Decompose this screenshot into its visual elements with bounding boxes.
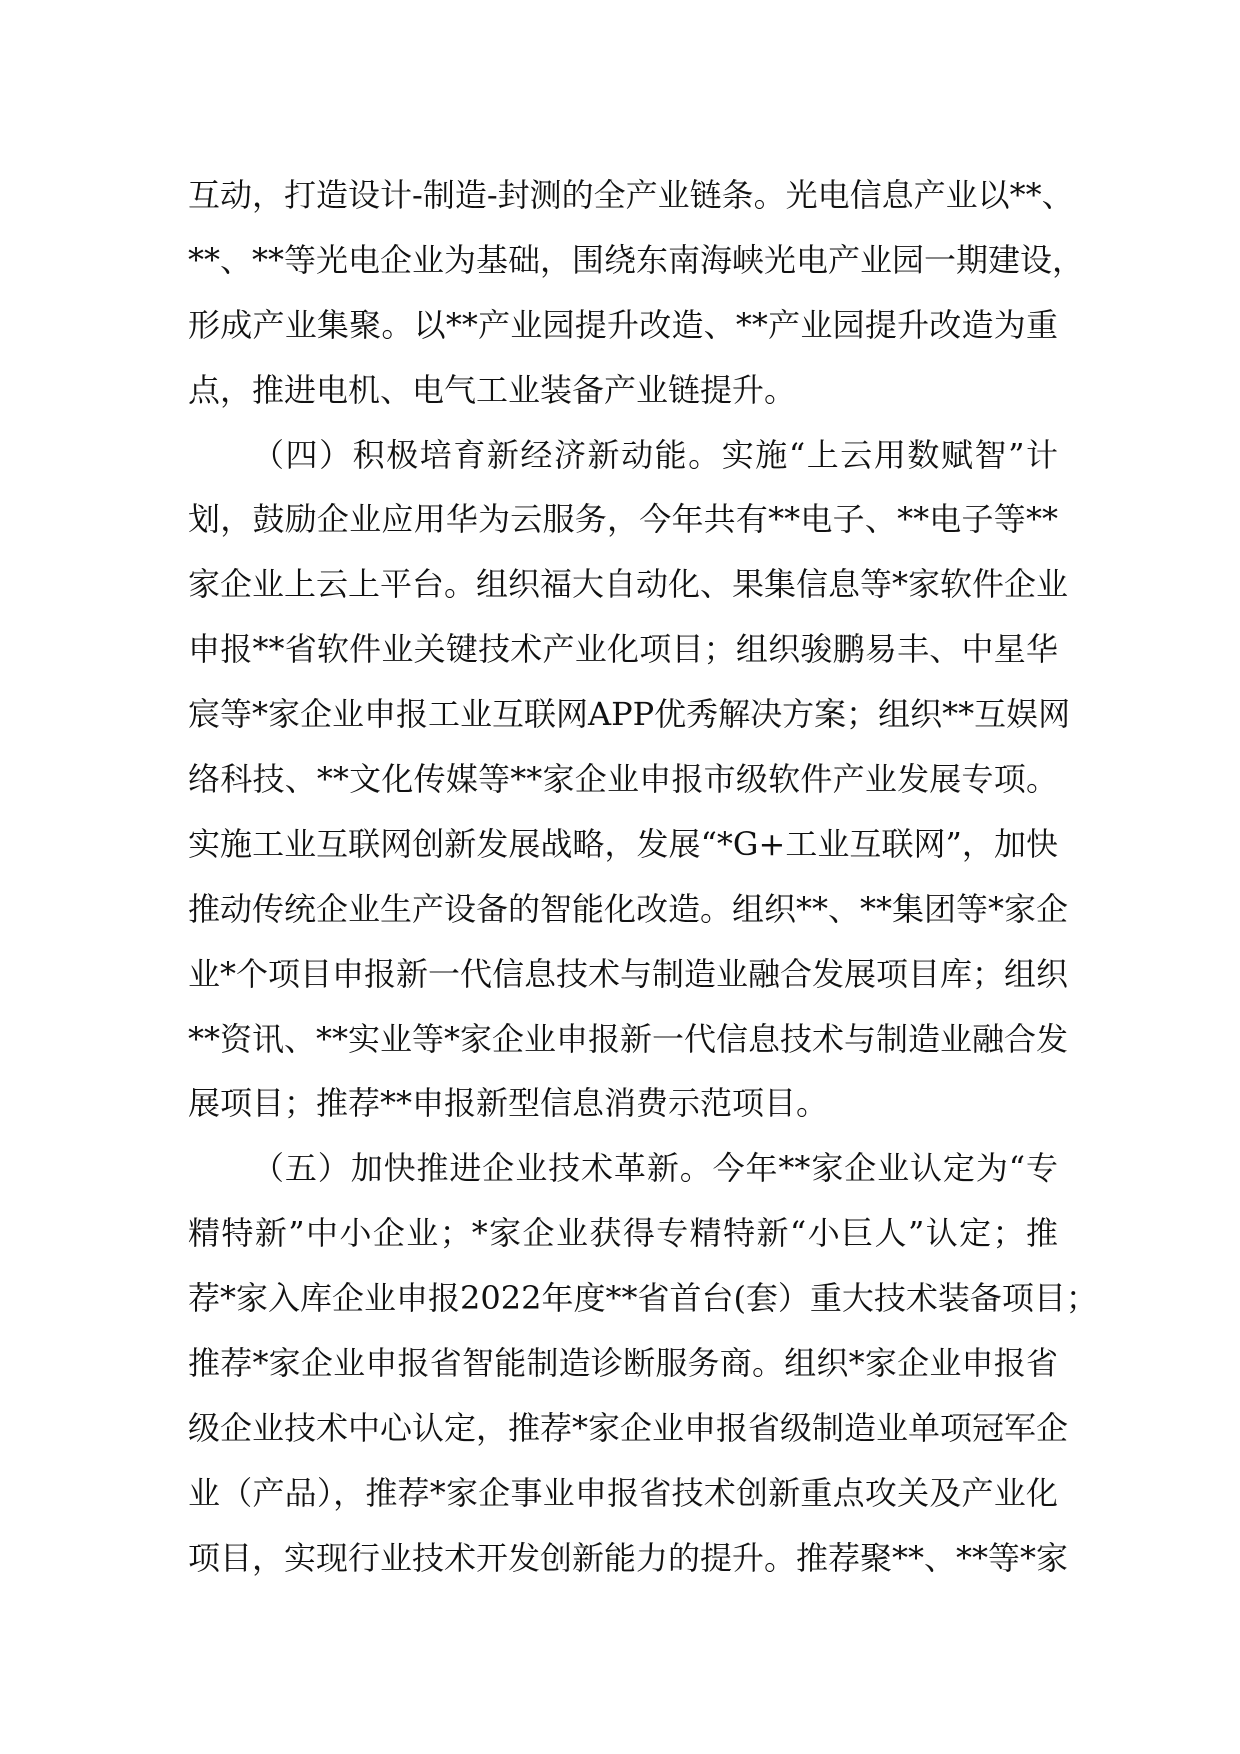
text-line: 络科技、**文化传媒等**家企业申报市级软件产业发展专项。 bbox=[188, 760, 1058, 799]
text-line: 级企业技术中心认定，推荐*家企业申报省级制造业单项冠军企 bbox=[188, 1408, 1069, 1447]
text-line: 宸等*家企业申报工业互联网APP优秀解决方案；组织**互娱网 bbox=[188, 695, 1071, 734]
body-text bbox=[188, 163, 1098, 1591]
text-line: 推荐*家企业申报省智能制造诊断服务商。组织*家企业申报省 bbox=[188, 1344, 1058, 1383]
text-line: 申报**省软件业关键技术产业化项目；组织骏鹏易丰、中星华 bbox=[188, 630, 1058, 669]
text-line: 业（产品），推荐*家企事业申报省技术创新重点攻关及产业化 bbox=[188, 1473, 1058, 1512]
text-line: 实施工业互联网创新发展战略，发展“*G+工业互联网”，加快 bbox=[188, 824, 1058, 863]
text-line: 项目，实现行业技术开发创新能力的提升。推荐聚**、**等*家 bbox=[188, 1538, 1069, 1577]
text-line: 业*个项目申报新一代信息技术与制造业融合发展项目库；组织 bbox=[188, 954, 1069, 993]
text-line: 形成产业集聚。以**产业园提升改造、**产业园提升改造为重 bbox=[188, 305, 1058, 344]
text-line: 荐*家入库企业申报2022年度**省首台(套）重大技术装备项目； bbox=[188, 1279, 1098, 1318]
text-line: **资讯、**实业等*家企业申报新一代信息技术与制造业融合发 bbox=[188, 1019, 1069, 1058]
text-line: **、**等光电企业为基础，围绕东南海峡光电产业园一期建设， bbox=[188, 240, 1085, 279]
text-line: 展项目；推荐**申报新型信息消费示范项目。 bbox=[188, 1084, 829, 1123]
text-line: 划，鼓励企业应用华为云服务，今年共有**电子、**电子等** bbox=[188, 500, 1058, 539]
section-heading-line: （五）加快推进企业技术革新。今年**家企业认定为“专 bbox=[252, 1149, 1058, 1188]
text-line: 推动传统企业生产设备的智能化改造。组织**、**集团等*家企 bbox=[188, 889, 1069, 928]
section-heading-line: （四）积极培育新经济新动能。实施“上云用数赋智”计 bbox=[252, 435, 1058, 474]
text-line: 家企业上云上平台。组织福大自动化、果集信息等*家软件企业 bbox=[188, 565, 1069, 604]
text-line: 点，推进电机、电气工业装备产业链提升。 bbox=[188, 370, 797, 409]
text-line: 互动，打造设计-制造-封测的全产业链条。光电信息产业以**、 bbox=[188, 176, 1074, 214]
text-line: 精特新”中小企业；*家企业获得专精特新“小巨人”认定；推 bbox=[188, 1214, 1058, 1253]
